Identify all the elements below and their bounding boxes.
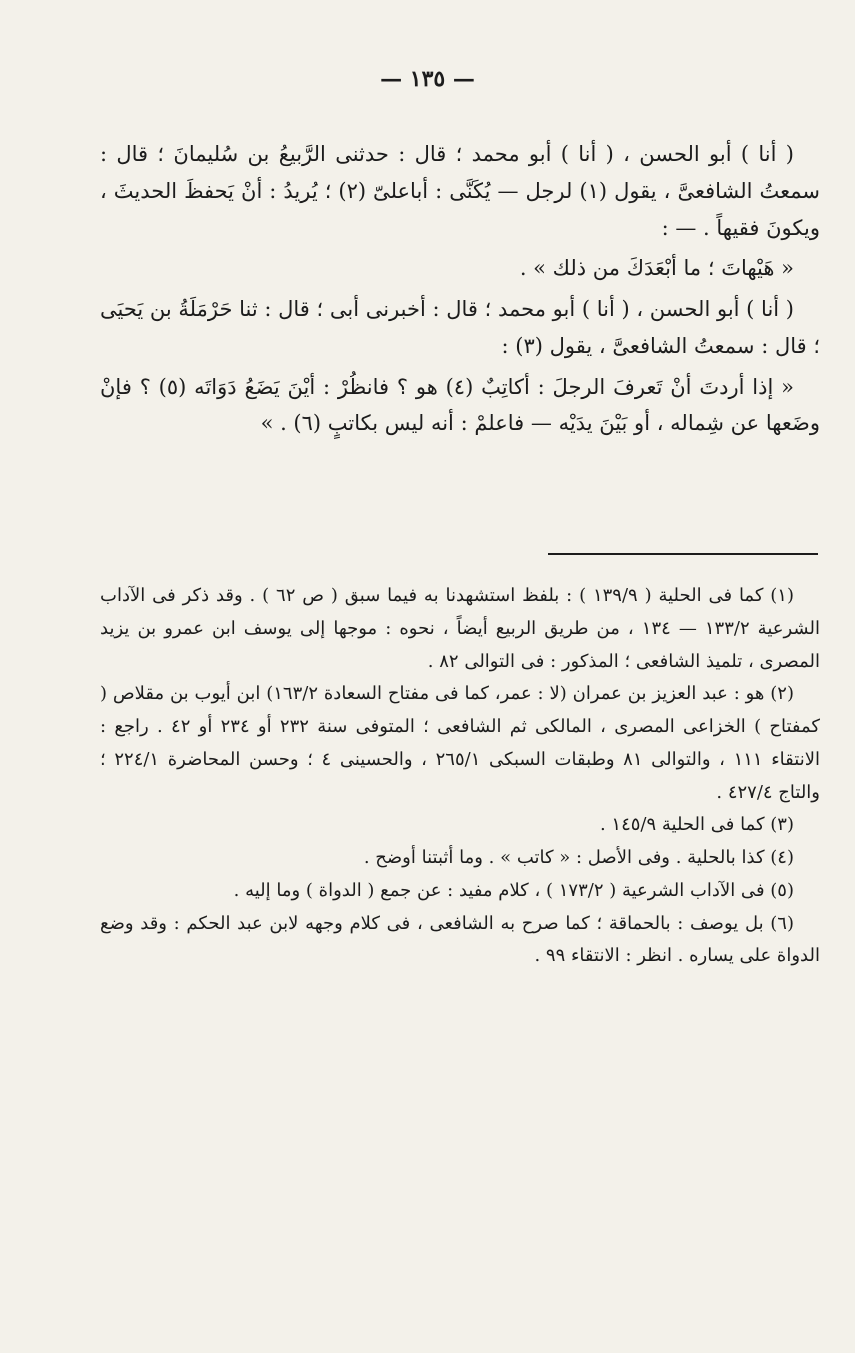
quote-2: « إذا أردتَ أنْ تَعرفَ الرجلَ : أكاتِبٌ (٤) هو ؟ فانظُرْ : أيْنَ يَضَعُ دَوَاتَه (٥) ؟ فإنْ وضَعها عن شِماله ، أو بَيْنَ يدَيْه — فاعلمْ : أنه ليس بكاتبٍ (٦) . »: [100, 374, 820, 436]
main-text: [100, 136, 820, 446]
paragraph-narration-1: ( أنا ) أبو الحسن ، ( أنا ) أبو محمد ؛ قال : حدثنى الرَّبيعُ بن سُليمانَ ؛ قال : سمعتُ الشافعىَّ ، يقول (١) لرجل — يُكَنَّى : أباعلىّ (٢) ؛ يُريدُ : أنْ يَحفظَ الحديثَ ، ويكونَ فقيهاً . — :: [100, 142, 820, 240]
page-number: — ١٣٥ —: [380, 66, 475, 92]
footnotes: [100, 580, 820, 973]
paragraph-narration-2: ( أنا ) أبو الحسن ، ( أنا ) أبو محمد ؛ قال : أخبرنى أبى ؛ قال : ثنا حَرْمَلَةُ بن يَحيَى ؛ قال : سمعتُ الشافعىَّ ، يقول (٣) :: [100, 297, 820, 358]
footnote-3: (٣) كما فى الحلية ١٤٥/٩ .: [599, 814, 794, 836]
footnote-1: (١) كما فى الحلية ( ١٣٩/٩ ) : بلفظ استشهدنا به فيما سبق ( ص ٦٢ ) . وقد ذكر فى الآداب الشرعية ١٣٣/٢ — ١٣٤ ، من طريق الربيع أيضاً ، نحوه : موجها إلى يوسف ابن عمرو بن يزيد المصرى ، تلميذ الشافعى ؛ المذكور : فى التوالى ٨٢ .: [100, 585, 820, 672]
footnote-4: (٤) كذا بالحلية . وفى الأصل : « كاتب » . وما أثبتنا أوضح .: [363, 847, 794, 868]
footnote-2: (٢) هو : عبد العزيز بن عمران (لا : عمر، كما فى مفتاح السعادة ١٦٣/٢) ابن أيوب بن مقلاص ( كمفتاح ) الخزاعى المصرى ، المالكى ثم الشافعى ؛ المتوفى سنة ٢٣٢ أو ٢٣٤ أو ٤٢ . راجع : الانتقاء ١١١ ، والتوالى ٨١ وطبقات السبكى ٢٦٥/١ ، والحسينى ٤ ؛ وحسن المحاضرة ٢٢٤/١ ؛ والتاج ٤٢٧/٤ .: [100, 683, 821, 803]
footnote-6: (٦) بل يوصف : بالحماقة ؛ كما صرح به الشافعى ، فى كلام وجهه لابن عبد الحكم : وقد وضع الدواة على يساره . انظر : الانتقاء ٩٩ .: [100, 912, 820, 967]
quote-1: « هَيْهاتَ ؛ ما أبْعَدَكَ من ذلك » .: [519, 256, 794, 281]
footnote-divider: [548, 553, 818, 555]
footnote-5: (٥) فى الآداب الشرعية ( ١٧٣/٢ ) ، كلام مفيد : عن جمع ( الدواة ) وما إليه .: [233, 879, 794, 901]
